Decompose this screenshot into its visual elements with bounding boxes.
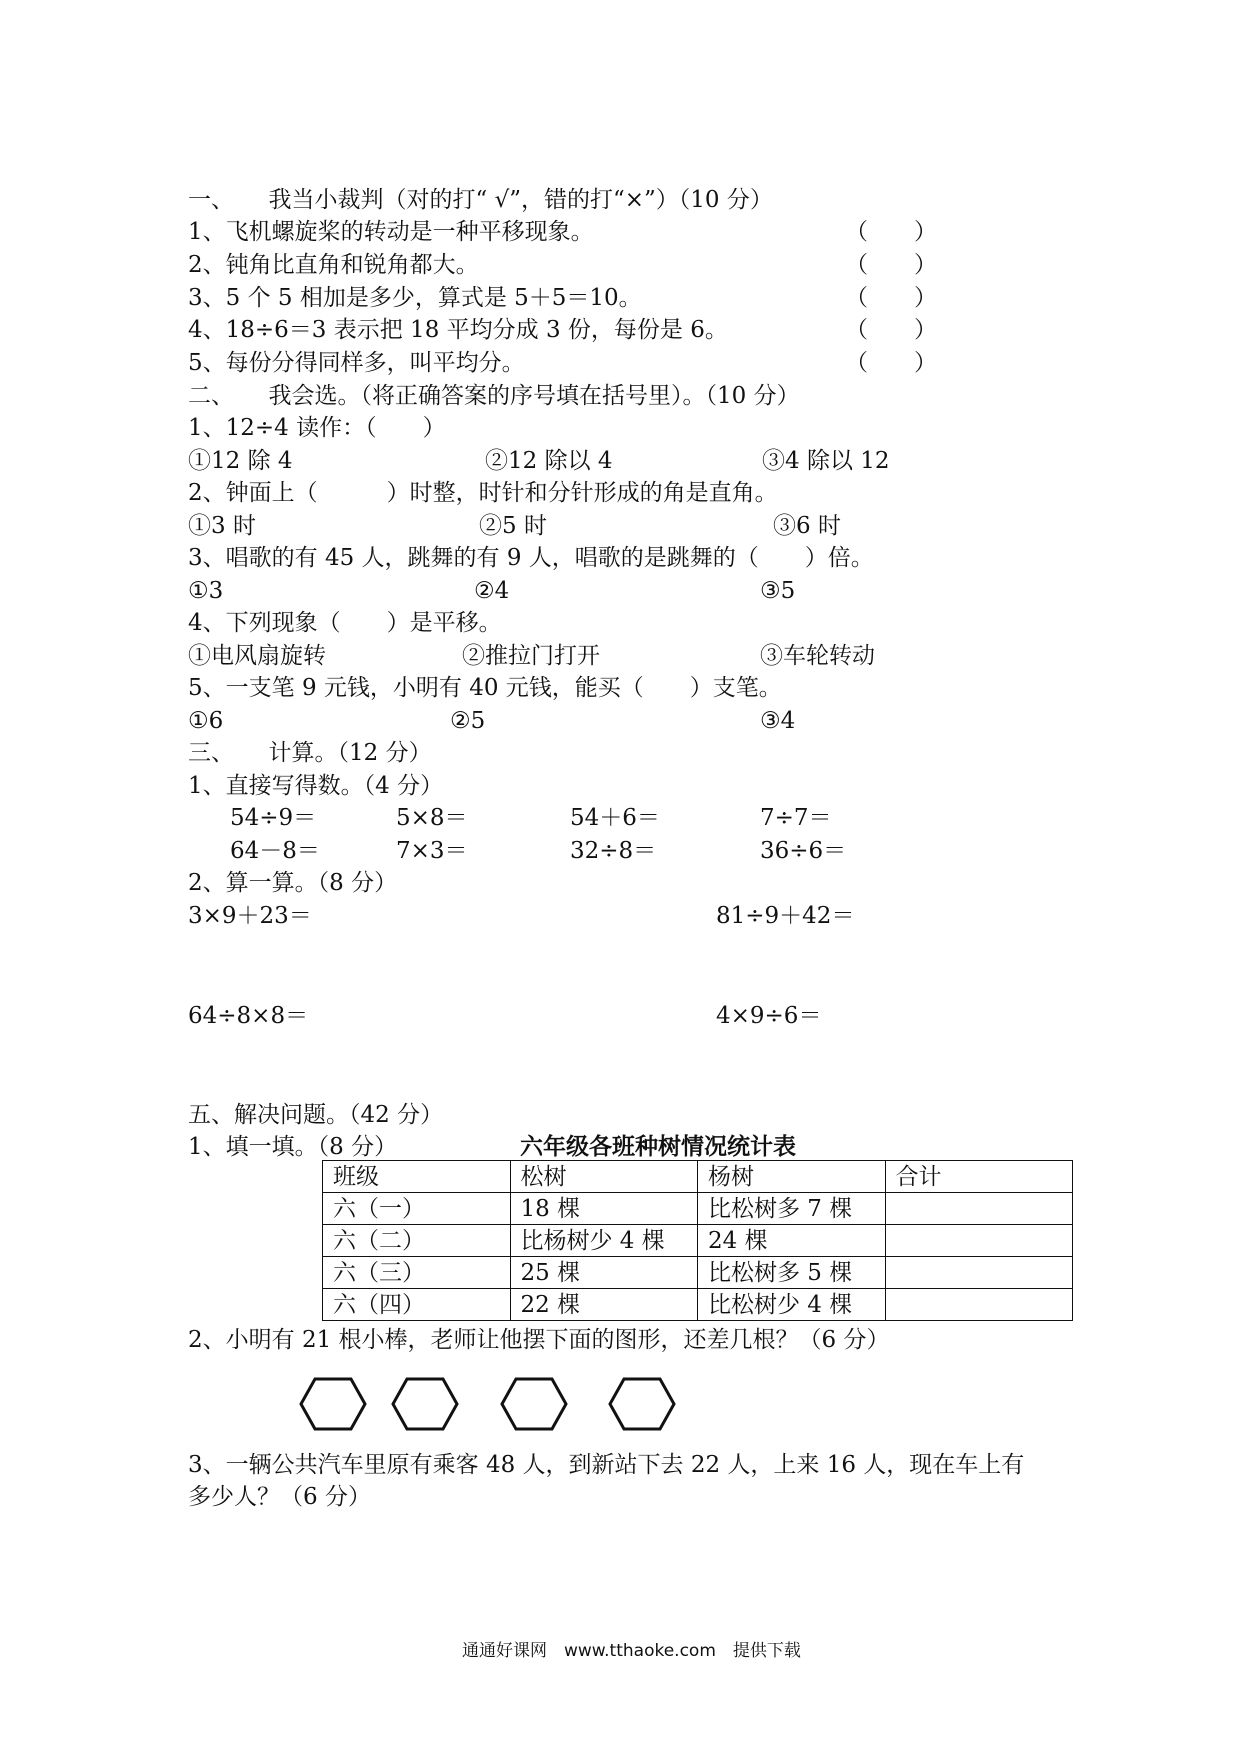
option-2b: ②5 时: [479, 513, 547, 539]
table-cell: 比松树少 4 棵: [698, 1289, 886, 1321]
option-3c: ③5: [760, 578, 796, 604]
option-4a: ①电风扇旋转: [188, 643, 326, 669]
table-cell: 18 棵: [510, 1193, 698, 1225]
calc-item: 7×3＝: [396, 838, 468, 864]
tree-planting-table: [322, 1160, 1073, 1321]
calc-item: 36÷6＝: [760, 838, 847, 864]
calc-item: 54＋6＝: [570, 805, 660, 831]
answer-paren-4[interactable]: （ ）: [845, 317, 937, 343]
option-5c: ③4: [760, 708, 796, 734]
section5-heading: 五、解决问题。（42 分）: [188, 1102, 444, 1128]
total-answer-cell[interactable]: [885, 1257, 1073, 1289]
choice-question-4: 4、下列现象（ ）是平移。: [188, 610, 502, 636]
table-header-cell: 杨树: [698, 1161, 886, 1193]
hexagon-figure: [499, 1376, 569, 1432]
table-cell: 25 棵: [510, 1257, 698, 1289]
table-title: 六年级各班种树情况统计表: [520, 1134, 796, 1160]
calc-item: 54÷9＝: [230, 805, 317, 831]
option-2c: ③6 时: [773, 513, 841, 539]
section1-item-5: 5、每份分得同样多，叫平均分。: [188, 350, 525, 376]
choice-question-2: 2、钟面上（ ）时整，时针和分针形成的角是直角。: [188, 480, 778, 506]
mixed-calc-item: 3×9＋23＝: [188, 903, 312, 929]
sticks-question: 2、小明有 21 根小棒，老师让他摆下面的图形，还差几根？（6 分）: [188, 1327, 890, 1353]
choice-question-5: 5、一支笔 9 元钱，小明有 40 元钱，能买（ ）支笔。: [188, 675, 782, 701]
calc-item: 32÷8＝: [570, 838, 657, 864]
table-cell: 六（二）: [323, 1225, 511, 1257]
table-row: [323, 1225, 1073, 1257]
option-5b: ②5: [450, 708, 486, 734]
answer-paren-3[interactable]: （ ）: [845, 285, 937, 311]
table-header-row: [323, 1161, 1073, 1193]
answer-paren-1[interactable]: （ ）: [845, 219, 937, 245]
answer-paren-2[interactable]: （ ）: [845, 252, 937, 278]
option-3a: ①3: [188, 578, 224, 604]
table-header-cell: 班级: [323, 1161, 511, 1193]
fill-label: 1、填一填。（8 分）: [188, 1134, 398, 1160]
table-cell: 22 棵: [510, 1289, 698, 1321]
option-5a: ①6: [188, 708, 224, 734]
hexagon-figure: [298, 1376, 368, 1432]
option-3b: ②4: [474, 578, 510, 604]
mixed-calc-label: 2、算一算。（8 分）: [188, 870, 398, 896]
section1-item-1: 1、飞机螺旋桨的转动是一种平移现象。: [188, 219, 594, 245]
total-answer-cell[interactable]: [885, 1193, 1073, 1225]
table-cell: 六（三）: [323, 1257, 511, 1289]
option-2a: ①3 时: [188, 513, 256, 539]
table-cell: 24 棵: [698, 1225, 886, 1257]
mixed-calc-item: 4×9÷6＝: [716, 1003, 822, 1029]
table-cell: 比松树多 7 棵: [698, 1193, 886, 1225]
direct-calc-label: 1、直接写得数。（4 分）: [188, 773, 444, 799]
table-row: [323, 1289, 1073, 1321]
answer-paren-5[interactable]: （ ）: [845, 350, 937, 376]
bus-question-line-2: 多少人？（6 分）: [188, 1484, 371, 1510]
footer-source: 通通好课网 www.tthaoke.com 提供下载: [462, 1641, 801, 1661]
option-1b: ②12 除以 4: [485, 448, 613, 474]
choice-question-1: 1、12÷4 读作：（ ）: [188, 415, 446, 441]
total-answer-cell[interactable]: [885, 1289, 1073, 1321]
bus-question-line-1: 3、一辆公共汽车里原有乘客 48 人，到新站下去 22 人，上来 16 人，现在车上有: [188, 1452, 1025, 1478]
hexagon-figure: [607, 1376, 677, 1432]
section3-heading: 三、 计算。（12 分）: [188, 740, 432, 766]
option-1a: ①12 除 4: [188, 448, 293, 474]
table-cell: 比松树多 5 棵: [698, 1257, 886, 1289]
choice-question-3: 3、唱歌的有 45 人，跳舞的有 9 人，唱歌的是跳舞的（ ）倍。: [188, 545, 874, 571]
mixed-calc-item: 81÷9＋42＝: [716, 903, 855, 929]
section2-heading: 二、 我会选。（将正确答案的序号填在括号里）。（10 分）: [188, 383, 800, 409]
table-row: [323, 1193, 1073, 1225]
table-cell: 比杨树少 4 棵: [510, 1225, 698, 1257]
table-header-cell: 松树: [510, 1161, 698, 1193]
section1-item-4: 4、18÷6＝3 表示把 18 平均分成 3 份，每份是 6。: [188, 317, 728, 343]
calc-item: 7÷7＝: [760, 805, 832, 831]
option-4c: ③车轮转动: [760, 643, 875, 669]
section1-item-3: 3、5 个 5 相加是多少，算式是 5＋5＝10。: [188, 285, 642, 311]
table-cell: 六（一）: [323, 1193, 511, 1225]
table-header-cell: 合计: [885, 1161, 1073, 1193]
option-4b: ②推拉门打开: [462, 643, 600, 669]
mixed-calc-item: 64÷8×8＝: [188, 1003, 309, 1029]
hexagon-figure: [390, 1376, 460, 1432]
section1-heading: 一、 我当小裁判（对的打“ √”，错的打“×”）（10 分）: [188, 187, 773, 213]
table-row: [323, 1257, 1073, 1289]
option-1c: ③4 除以 12: [762, 448, 890, 474]
section1-item-2: 2、钝角比直角和锐角都大。: [188, 252, 479, 278]
calc-item: 5×8＝: [396, 805, 468, 831]
table-cell: 六（四）: [323, 1289, 511, 1321]
calc-item: 64－8＝: [230, 838, 320, 864]
total-answer-cell[interactable]: [885, 1225, 1073, 1257]
